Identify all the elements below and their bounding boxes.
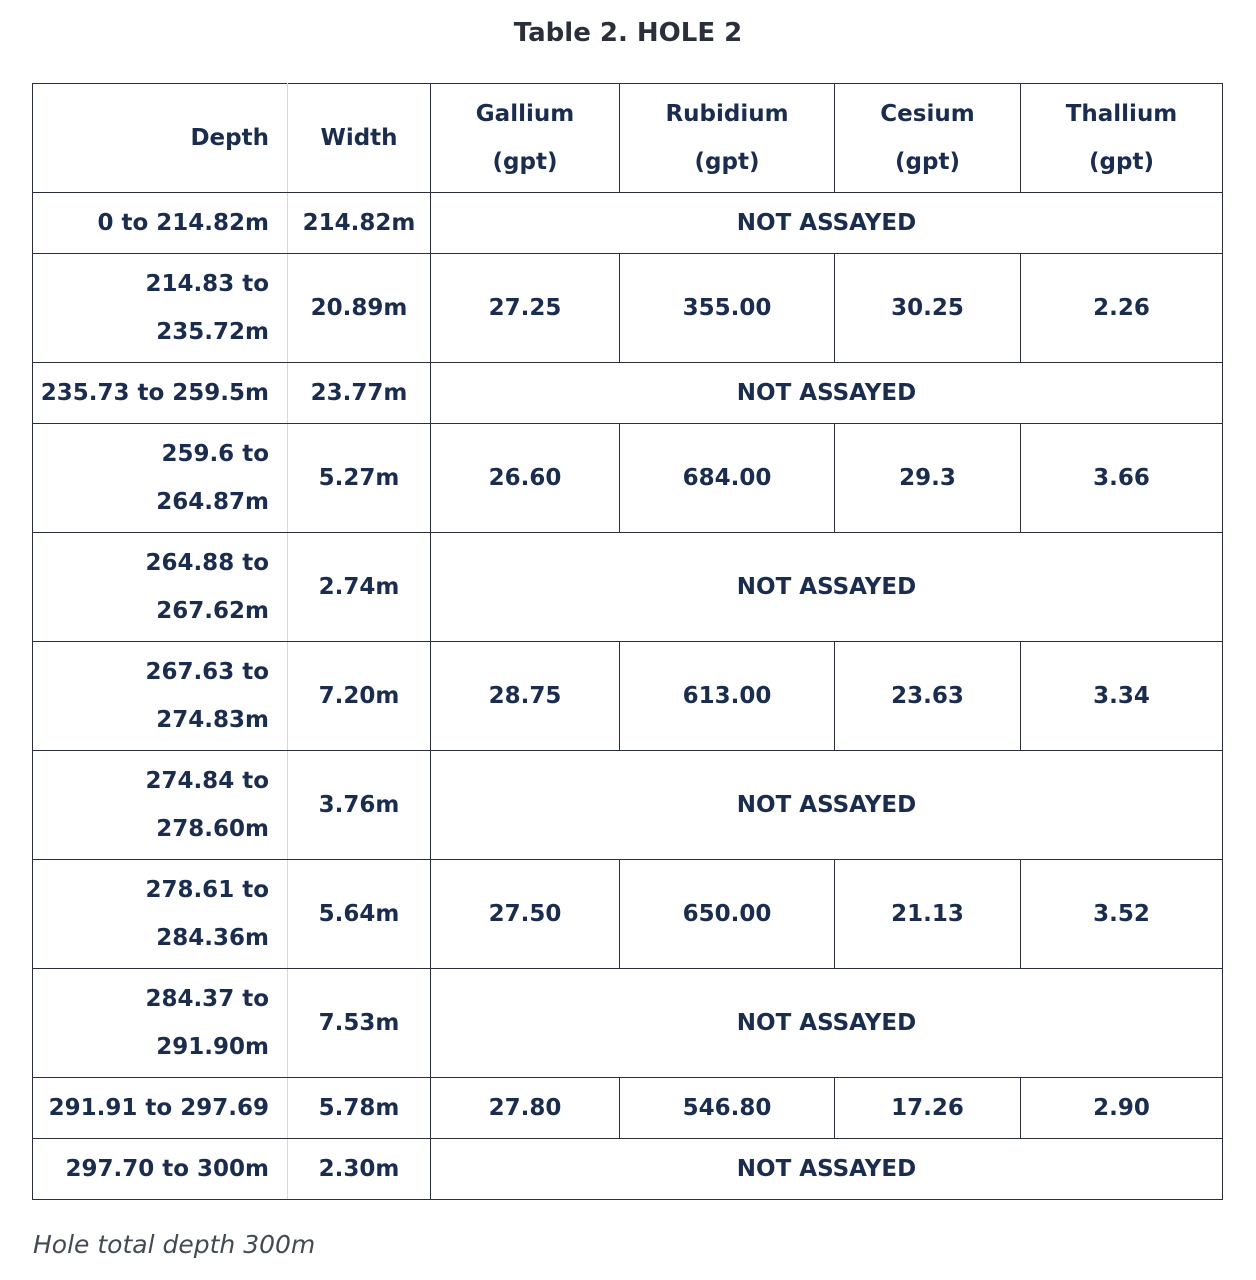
table-row [33, 969, 1223, 1078]
depth-line: 264.88 to [145, 550, 269, 576]
table-row [33, 860, 1223, 969]
header-cesium [835, 84, 1021, 193]
gallium-cell: 28.75 [431, 642, 620, 751]
cesium-cell: 30.25 [835, 254, 1021, 363]
thallium-cell: 3.66 [1021, 424, 1223, 533]
header-depth: Depth [33, 84, 288, 193]
depth-cell [33, 424, 288, 533]
not-assayed-cell: NOT ASSAYED [431, 1139, 1223, 1200]
not-assayed-cell: NOT ASSAYED [431, 969, 1223, 1078]
width-cell: 5.27m [288, 424, 431, 533]
depth-line: 291.91 to 297.69 [48, 1095, 269, 1121]
rubidium-cell: 355.00 [620, 254, 835, 363]
depth-cell [33, 193, 288, 254]
header-rubidium-unit: (gpt) [694, 149, 760, 175]
cesium-cell: 17.26 [835, 1078, 1021, 1139]
width-cell: 2.30m [288, 1139, 431, 1200]
header-gallium [431, 84, 620, 193]
assay-table [32, 83, 1223, 1200]
not-assayed-cell: NOT ASSAYED [431, 533, 1223, 642]
gallium-cell: 26.60 [431, 424, 620, 533]
depth-cell [33, 642, 288, 751]
depth-cell [33, 751, 288, 860]
depth-cell [33, 1078, 288, 1139]
rubidium-cell: 650.00 [620, 860, 835, 969]
table-row [33, 533, 1223, 642]
thallium-cell: 3.52 [1021, 860, 1223, 969]
rubidium-cell: 546.80 [620, 1078, 835, 1139]
cesium-cell: 29.3 [835, 424, 1021, 533]
width-cell: 20.89m [288, 254, 431, 363]
depth-line: 284.37 to [145, 986, 269, 1012]
table-title: Table 2. HOLE 2 [513, 18, 743, 48]
depth-line: 214.83 to [145, 271, 269, 297]
thallium-cell: 3.34 [1021, 642, 1223, 751]
depth-line: 274.84 to [145, 768, 269, 794]
gallium-cell: 27.50 [431, 860, 620, 969]
table-row [33, 254, 1223, 363]
depth-line: 274.83m [156, 707, 269, 733]
depth-cell [33, 254, 288, 363]
table-row [33, 751, 1223, 860]
width-cell: 7.20m [288, 642, 431, 751]
cesium-cell: 23.63 [835, 642, 1021, 751]
width-cell: 2.74m [288, 533, 431, 642]
depth-line: 235.73 to 259.5m [40, 380, 269, 406]
table-row [33, 1139, 1223, 1200]
depth-cell [33, 533, 288, 642]
depth-line: 291.90m [156, 1034, 269, 1060]
header-cesium-unit: (gpt) [895, 149, 960, 175]
header-thallium [1021, 84, 1223, 193]
width-cell: 214.82m [288, 193, 431, 254]
width-cell: 3.76m [288, 751, 431, 860]
depth-line: 297.70 to 300m [65, 1156, 269, 1182]
depth-cell [33, 1139, 288, 1200]
table-row [33, 1078, 1223, 1139]
header-thallium-name: Thallium [1065, 101, 1178, 127]
depth-line: 267.62m [156, 598, 269, 624]
depth-line: 284.36m [156, 925, 269, 951]
table-row [33, 642, 1223, 751]
not-assayed-cell: NOT ASSAYED [431, 363, 1223, 424]
table-row [33, 363, 1223, 424]
header-gallium-name: Gallium [475, 101, 575, 127]
width-cell: 7.53m [288, 969, 431, 1078]
depth-cell [33, 363, 288, 424]
header-gallium-unit: (gpt) [492, 149, 558, 175]
depth-cell [33, 969, 288, 1078]
depth-line: 278.61 to [145, 877, 269, 903]
depth-cell [33, 860, 288, 969]
header-rubidium [620, 84, 835, 193]
table-row [33, 193, 1223, 254]
not-assayed-cell: NOT ASSAYED [431, 751, 1223, 860]
thallium-cell: 2.26 [1021, 254, 1223, 363]
header-rubidium-name: Rubidium [665, 101, 789, 127]
footnote: Hole total depth 300m [33, 1230, 316, 1259]
depth-line: 0 to 214.82m [97, 210, 269, 236]
width-cell: 5.78m [288, 1078, 431, 1139]
depth-line: 259.6 to [161, 441, 269, 467]
width-cell: 23.77m [288, 363, 431, 424]
header-width: Width [288, 84, 431, 193]
header-row [33, 84, 1223, 193]
depth-line: 267.63 to [145, 659, 269, 685]
cesium-cell: 21.13 [835, 860, 1021, 969]
rubidium-cell: 613.00 [620, 642, 835, 751]
rubidium-cell: 684.00 [620, 424, 835, 533]
not-assayed-cell: NOT ASSAYED [431, 193, 1223, 254]
table-row [33, 424, 1223, 533]
gallium-cell: 27.25 [431, 254, 620, 363]
header-cesium-name: Cesium [880, 101, 975, 127]
header-thallium-unit: (gpt) [1089, 149, 1154, 175]
depth-line: 235.72m [156, 319, 269, 345]
depth-line: 264.87m [156, 489, 269, 515]
width-cell: 5.64m [288, 860, 431, 969]
gallium-cell: 27.80 [431, 1078, 620, 1139]
depth-line: 278.60m [156, 816, 269, 842]
thallium-cell: 2.90 [1021, 1078, 1223, 1139]
